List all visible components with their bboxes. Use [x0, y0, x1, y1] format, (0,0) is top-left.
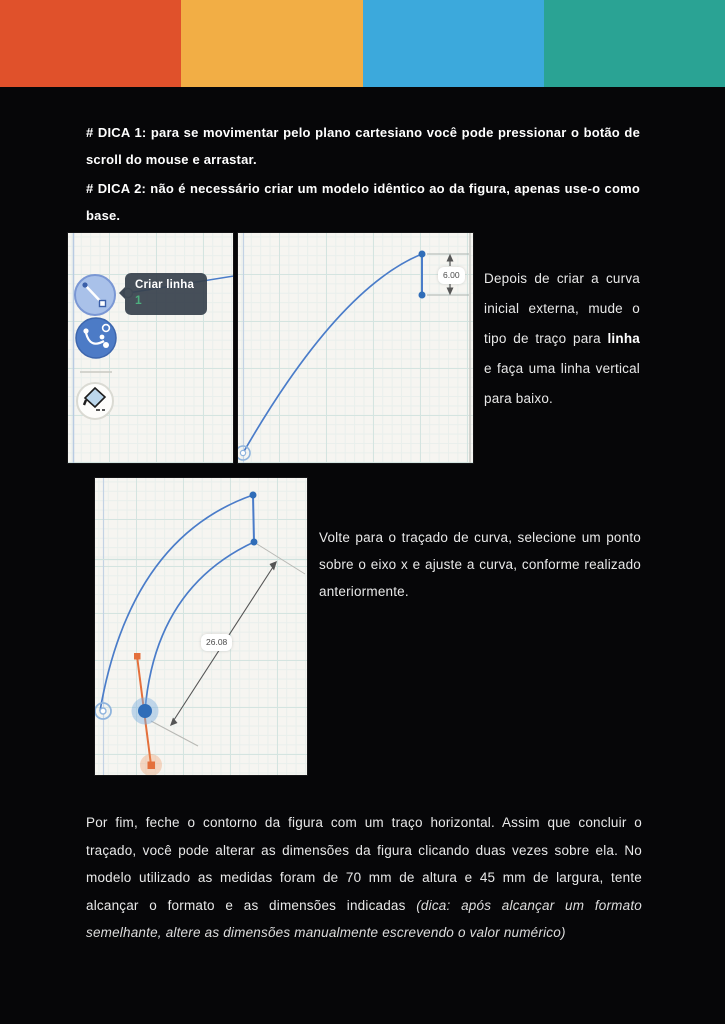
selected-point	[132, 698, 159, 725]
color-strip-teal	[544, 0, 725, 87]
eraser-button	[77, 383, 113, 419]
construction-line-bottom	[151, 721, 198, 746]
tooltip-label: Criar linha	[135, 279, 195, 291]
inner-curve	[145, 542, 254, 711]
outer-curve	[100, 495, 253, 711]
screenshot-curve-vertical	[238, 233, 473, 463]
color-strip-orange	[181, 0, 362, 87]
color-strip-red	[0, 0, 181, 87]
adjust-canvas	[95, 478, 307, 775]
step2-caption: Volte para o traçado de curva, selecione um ponto sobre o eixo x e ajuste a curva, conforme realizado anteriormente.	[319, 530, 641, 599]
line-tool-button	[75, 275, 115, 315]
screenshot-toolbar	[68, 233, 233, 463]
tooltip-shortcut: 1	[135, 293, 142, 307]
toolbar-canvas	[68, 233, 233, 463]
curve-peak-point	[419, 251, 426, 258]
segment-end-point	[251, 539, 258, 546]
top-color-bar	[0, 0, 725, 87]
segment-end-point	[419, 292, 426, 299]
handle-end-bottom	[148, 762, 156, 770]
handle-end-top	[134, 653, 141, 660]
dimension-value-6: 6.00	[438, 267, 465, 284]
closing-regular: Por fim, feche o contorno da figura com um traço horizontal. Assim que concluir o traçado, você pode alterar as dimensões da figura clicando duas vezes sobre ela. No modelo utilizado as medidas foram de 70 mm de altura e 45 mm de largura, tente alcançar o formato e as dimensões indicadas	[86, 815, 642, 913]
dimension-value-26: 26.08	[201, 634, 232, 651]
curve-canvas	[238, 233, 473, 463]
caption1-bold: linha	[607, 331, 640, 346]
tooltip-criar-linha	[125, 273, 207, 315]
closing-paragraph	[86, 809, 642, 947]
vertical-segment	[253, 495, 254, 542]
outer-curve	[243, 254, 422, 453]
tip-1-text: # DICA 1: para se movimentar pelo plano cartesiano você pode pressionar o botão de scroll do mouse e arrastar.	[86, 125, 640, 167]
tip-2-text: # DICA 2: não é necessário criar um modelo idêntico ao da figura, apenas use-o como base.	[86, 181, 640, 223]
caption1-part1: Depois de criar a curva inicial externa, mude o tipo de traço para	[484, 271, 640, 346]
curve-tool-button	[76, 318, 116, 358]
closing-italic-hint: (dica: após alcançar um formato semelhante, altere as dimensões manualmente escrevendo o valor numérico)	[86, 897, 642, 940]
caption1-part2: e faça uma linha vertical para baixo.	[484, 361, 640, 406]
step1-caption	[484, 264, 640, 414]
curve-peak-point	[250, 492, 257, 499]
screenshot-adjust-curve	[95, 478, 307, 775]
color-strip-blue	[363, 0, 544, 87]
